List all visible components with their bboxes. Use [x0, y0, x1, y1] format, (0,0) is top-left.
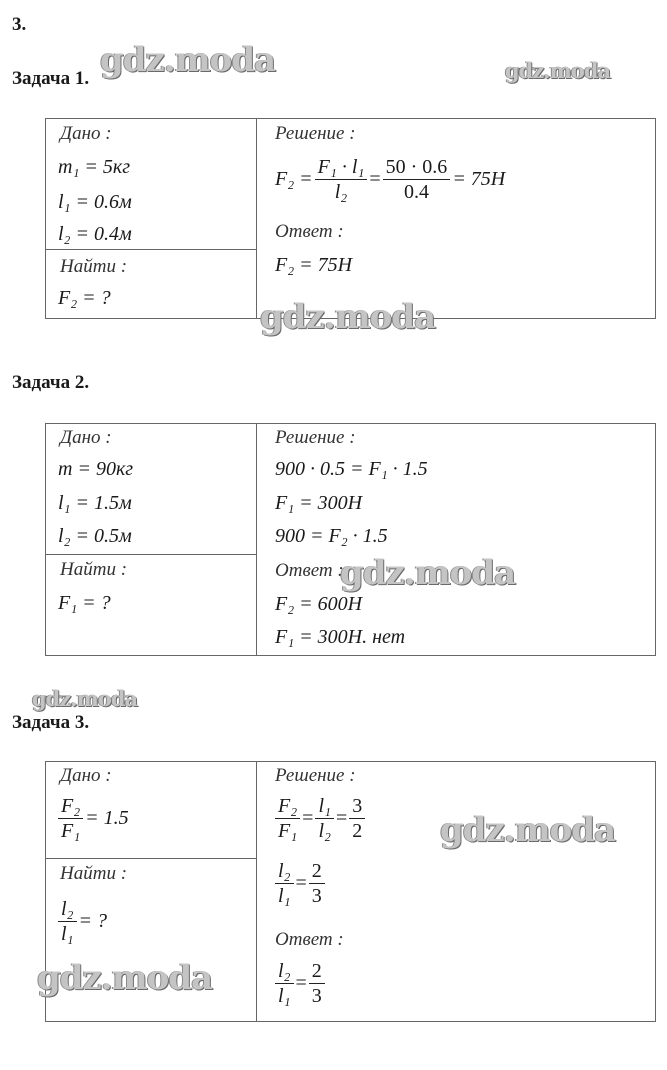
task-1-frac1-den: l₂ — [334, 181, 348, 203]
watermark: gdz.moda — [440, 810, 616, 850]
watermark: gdz.moda — [260, 297, 436, 337]
task-2-solution-line: 900 · 0.5 = F₁ · 1.5 — [275, 458, 428, 480]
task-2-table — [45, 423, 656, 656]
task-2-solution-label: Решение : — [275, 427, 356, 448]
task-3-find-num: l₂ — [58, 897, 77, 922]
task-3-given-label: Дано : — [60, 765, 112, 786]
task-3-sol-a-num: F₂ — [275, 794, 300, 819]
task-3-find-fraction — [58, 897, 77, 946]
task-3-ans-fraction — [275, 959, 294, 1008]
task-2-solution-line: 900 = F₂ · 1.5 — [275, 525, 388, 547]
task-1-answer: F₂ = 75H — [275, 254, 353, 276]
task-3-title: Задача 3. — [12, 712, 90, 733]
task-3-sol-fraction-c — [349, 794, 365, 843]
task-1-result: = 75H — [452, 168, 506, 190]
task-3-sol-b-num: l₁ — [315, 794, 334, 819]
task-3-ans-r-num: 2 — [309, 959, 325, 984]
task-3-given-den: F₁ — [61, 820, 81, 842]
task-1-given-l2: l₂ = 0.4м — [58, 223, 132, 245]
task-1-title: Задача 1. — [12, 68, 90, 89]
task-2-solution-line: F₁ = 300H — [275, 492, 363, 514]
task-3-sol-b-den: l₂ — [318, 820, 331, 842]
task-1-frac1-num: F₁ · l₁ — [315, 155, 368, 180]
task-3-sol-fraction-e — [309, 859, 325, 908]
task-2-find: F₁ = ? — [58, 592, 111, 614]
task-1-given-label: Дано : — [60, 123, 112, 144]
task-2-find-label: Найти : — [60, 559, 128, 580]
task-2-answer-label: Ответ : — [275, 560, 344, 581]
task-3-ans-result — [309, 959, 325, 1008]
task-2-given-m: m = 90кг — [58, 458, 134, 480]
task-1-frac2-num: 50 · 0.6 — [383, 155, 451, 180]
task-1-table — [45, 118, 656, 319]
task-3-sol-e-num: 2 — [309, 859, 325, 884]
task-1-formula-lhs: F₂ = — [275, 168, 313, 190]
watermark: gdz.moda — [505, 58, 611, 83]
task-1-fraction-1 — [315, 155, 368, 204]
task-2-given-divider — [46, 554, 256, 555]
task-1-find: F₂ = ? — [58, 287, 111, 309]
task-3-given-num: F₂ — [58, 794, 83, 819]
task-3-solution-formula-2: $\frac{\text{l₂}}{\text{l₁}}$ = $\frac{2}{3}$ — [273, 859, 327, 908]
watermark: gdz.moda — [340, 553, 516, 593]
problem-number: 3. — [12, 14, 27, 35]
task-3-sol-a-den: F₁ — [278, 820, 298, 842]
task-2-answer-line: F₁ = 300H. нет — [275, 626, 406, 648]
task-2-given-l2: l₂ = 0.5м — [58, 525, 132, 547]
watermark: gdz.moda — [37, 958, 213, 998]
task-3-solution-formula-1: $\frac{\text{F₂}}{\text{F₁}}$ = $\frac{\text{l₁}}{\text{l₂}}$ = $\frac{3}{2}$ — [273, 794, 367, 843]
task-3-sol-e-den: 3 — [311, 885, 322, 907]
task-3-sol-fraction-a — [275, 794, 300, 843]
task-1-given-l1: l₁ = 0.6м — [58, 191, 132, 213]
task-3-ans-den: l₁ — [278, 985, 291, 1007]
task-3-given-formula — [56, 794, 129, 843]
task-2-title: Задача 2. — [12, 372, 90, 393]
task-3-divider — [256, 762, 257, 1021]
task-3-sol-d-num: l₂ — [275, 859, 294, 884]
task-2-answer-line: F₂ = 600H — [275, 593, 363, 615]
task-3-ans-num: l₂ — [275, 959, 294, 984]
task-3-sol-c-num: 3 — [349, 794, 365, 819]
task-3-find-value: = ? — [78, 910, 108, 932]
task-3-find-label: Найти : — [60, 863, 128, 884]
task-1-frac2-den: 0.4 — [403, 181, 429, 203]
task-1-given-m: m₁ = 5кг — [58, 156, 131, 178]
task-3-find-den: l₁ — [61, 923, 74, 945]
task-3-find-formula — [56, 897, 107, 946]
task-1-find-label: Найти : — [60, 256, 128, 277]
task-1-answer-label: Ответ : — [275, 221, 344, 242]
task-2-given-label: Дано : — [60, 427, 112, 448]
task-1-solution-formula: F₂ = $\frac{\text{F₁ · l₁}}{\text{l₂}}$ = $\frac{50 \cdot 0.6}{0.4}$ = 75H — [275, 156, 506, 203]
task-3-sol-d-den: l₁ — [278, 885, 291, 907]
task-3-answer-label: Ответ : — [275, 929, 344, 950]
task-2-divider — [256, 424, 257, 655]
task-1-fraction-2 — [383, 155, 451, 204]
task-1-given-divider — [46, 249, 256, 250]
task-3-sol-fraction-d — [275, 859, 294, 908]
task-1-divider — [256, 119, 257, 318]
task-1-solution-label: Решение : — [275, 123, 356, 144]
watermark: gdz.moda — [100, 40, 276, 80]
task-3-given-fraction — [58, 794, 83, 843]
task-2-given-l1: l₁ = 1.5м — [58, 492, 132, 514]
task-3-solution-label: Решение : — [275, 765, 356, 786]
task-3-answer-formula: $\frac{\text{l₂}}{\text{l₁}}$ = $\frac{2}{3}$ — [273, 959, 327, 1008]
task-3-given-value: = 1.5 — [85, 807, 129, 829]
watermark: gdz.moda — [32, 686, 138, 711]
task-3-sol-c-den: 2 — [352, 820, 363, 842]
task-3-sol-fraction-b — [315, 794, 334, 843]
task-3-ans-r-den: 3 — [311, 985, 322, 1007]
task-3-given-divider — [46, 858, 256, 859]
